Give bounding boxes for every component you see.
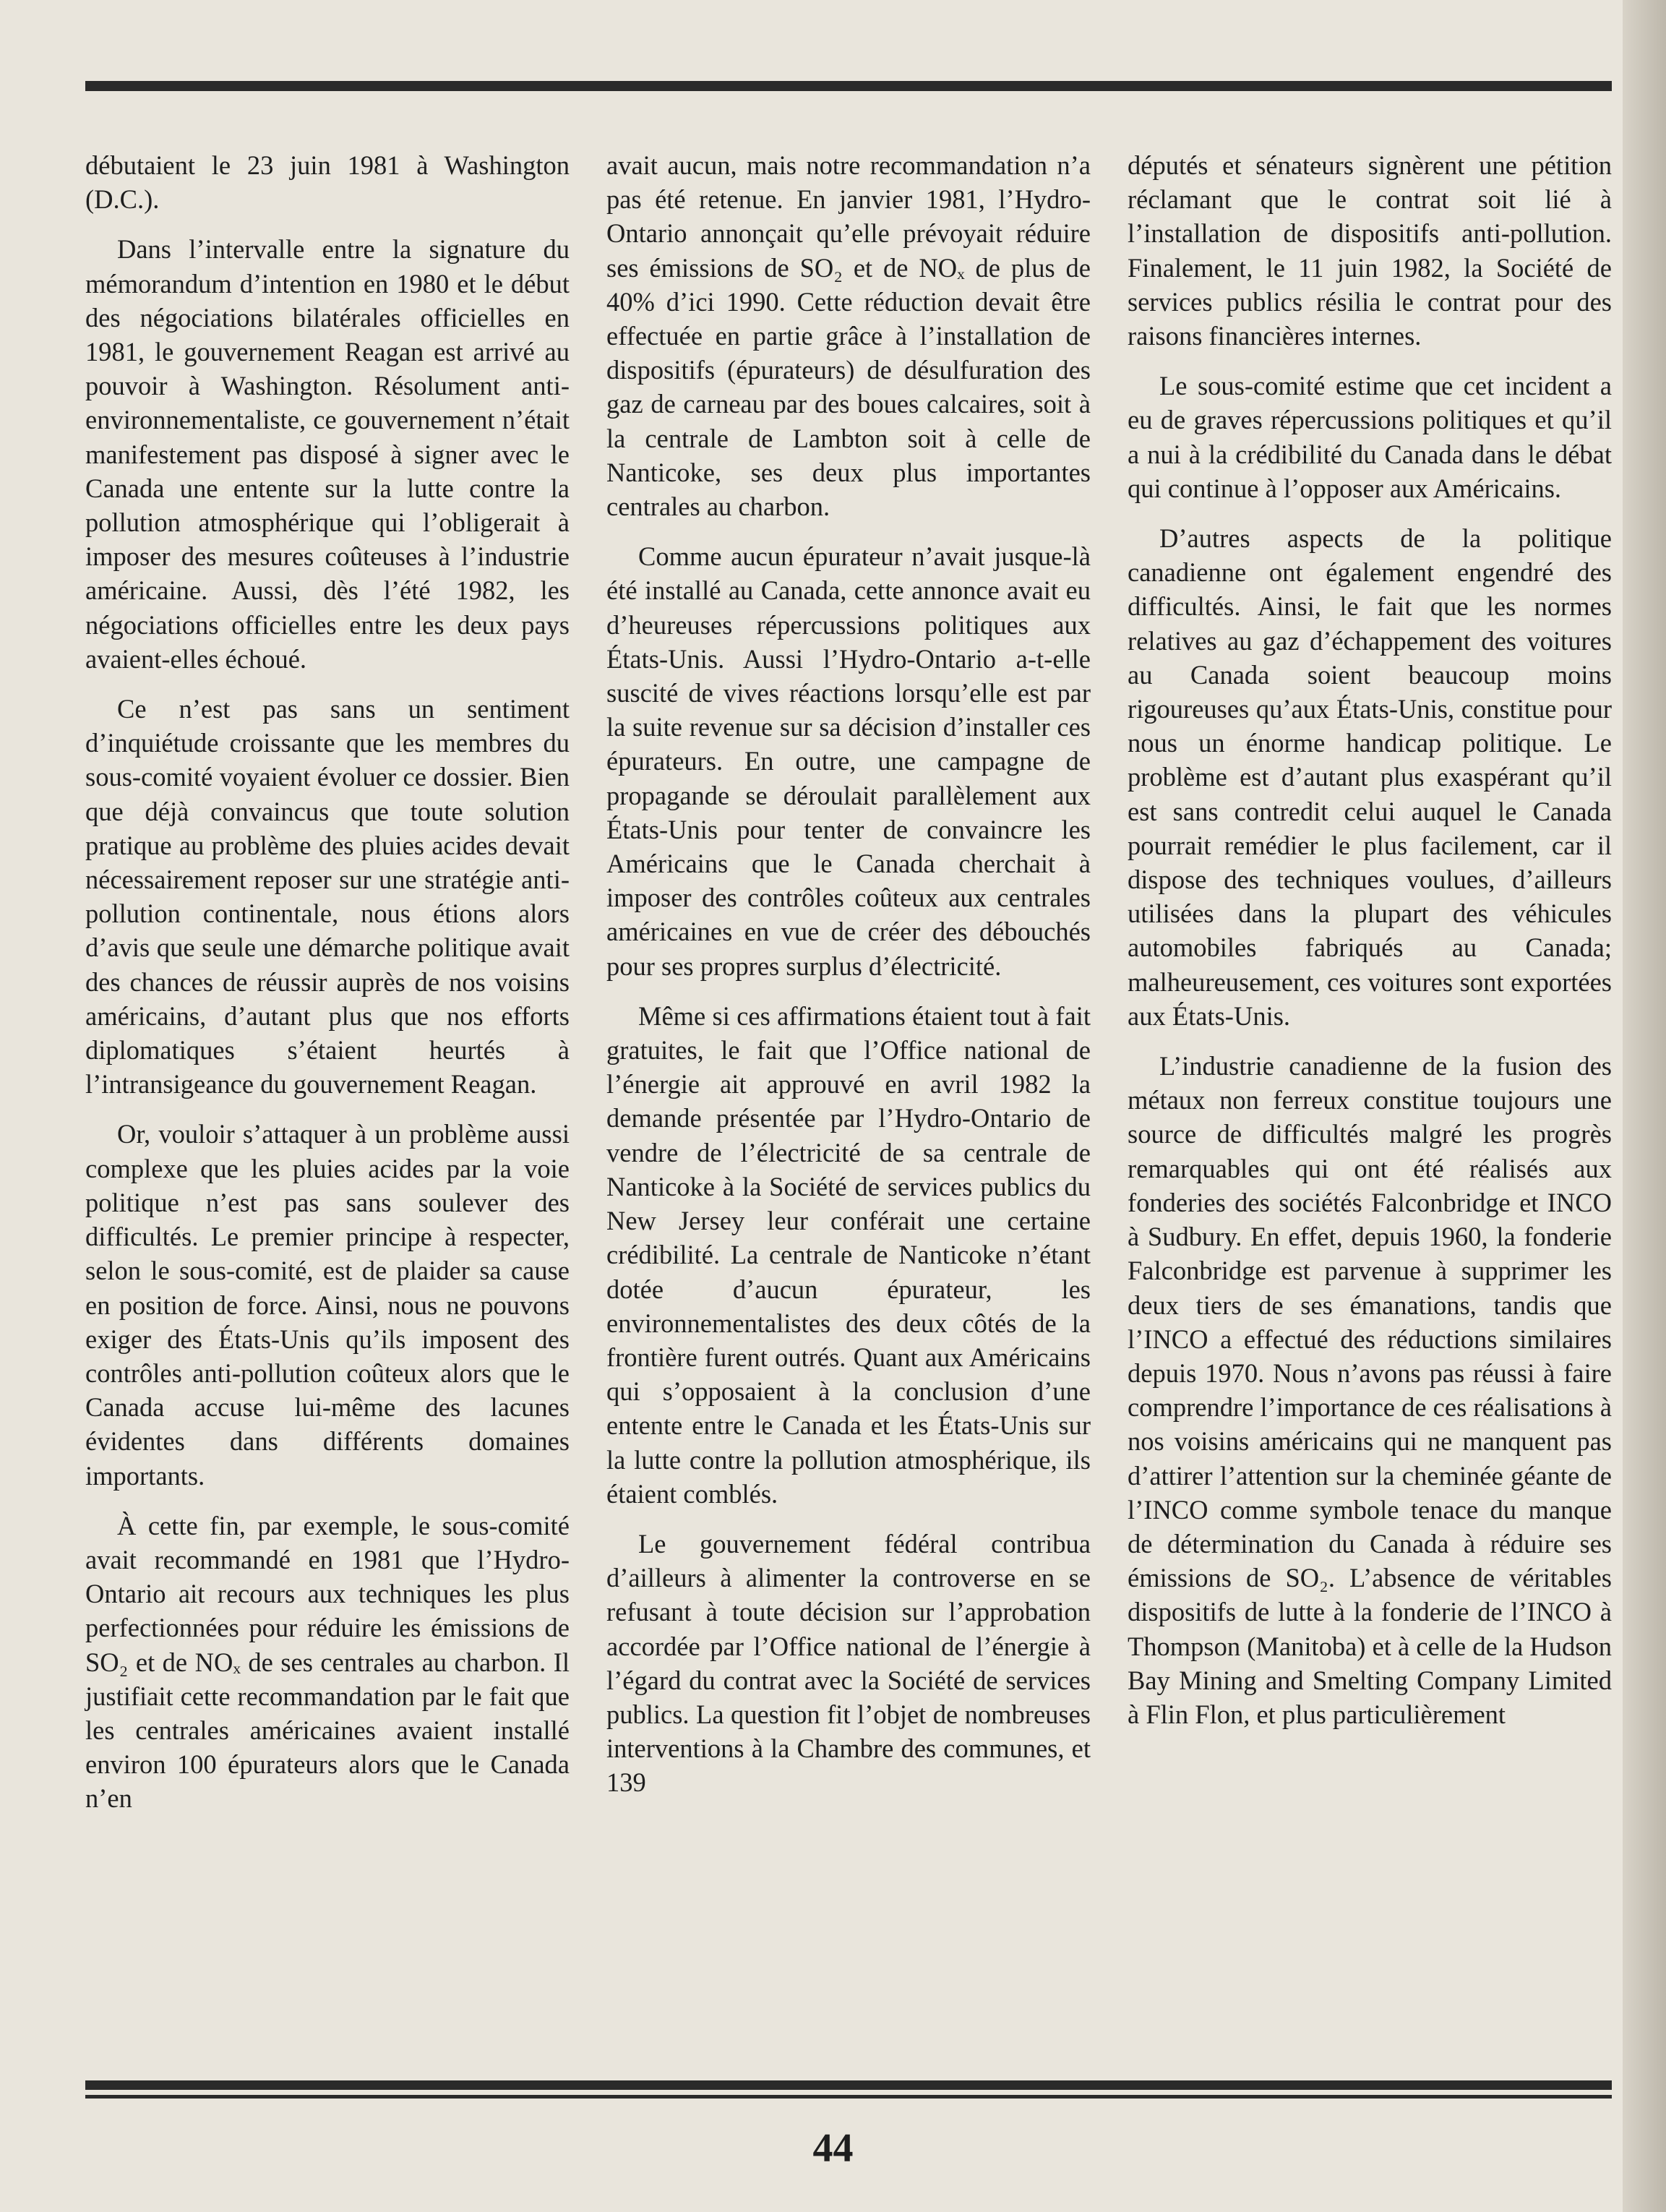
paragraph: Même si ces affirmations étaient tout à fait gratuites, le fait que l’Office national de l’énergie ait approuvé en avril 1982 la demande présentée par l’Hydro-Ontario de vendre de l’électricité de sa centrale de Nanticoke à la Société de services publics du New Jersey leur conférait une certaine crédibilité. La centrale de Nanticoke n’étant dotée d’aucun épurateur, les environnementalistes des deux côtés de la frontière furent outrés. Quant aux Américains qui s’opposaient à la conclusion d’une entente entre le Canada et les États-Unis sur la lutte contre la pollution atmosphérique, ils étaient comblés. bbox=[606, 1000, 1091, 1509]
paragraph: Le sous-comité estime que cet incident a eu de graves répercussions politiques et qu’il a nui à la crédibilité du Canada dans le débat qui continue à l’opposer aux Américains. bbox=[1128, 371, 1612, 503]
bottom-rule bbox=[85, 2080, 1612, 2090]
paragraph: D’autres aspects de la politique canadienne ont également engendré des difficultés. Ainsi, le fait que les normes relatives au gaz d’échappement des voitures au Canada soient beaucoup moins rigoureuses qu’aux États-Unis, constitue pour nous un énorme handicap politique. Le problème est d’autant plus exaspérant qu’il est sans contredit celui auquel le Canada pourrait remédier le plus facilement, car il dispose des techniques voulues, d’ailleurs utilisées dans la plupart des véhicules automobiles fabriqués au Canada; malheureusement, ces voitures sont exportées aux États-Unis. bbox=[1128, 523, 1612, 1031]
column-2 bbox=[606, 148, 1091, 2057]
page-number: 44 bbox=[812, 2126, 854, 2171]
paragraph: débutaient le 23 juin 1981 à Washington (D.C.). bbox=[85, 150, 570, 215]
paragraph: députés et sénateurs signèrent une pétition réclamant que le contrat soit lié à l’installation de dispositifs anti-pollution. Finalement, le 11 juin 1982, la Société de services publics résilia le contrat pour des raisons financières internes. bbox=[1128, 150, 1612, 351]
paragraph: Or, vouloir s’attaquer à un problème aussi complexe que les pluies acides par la voie politique n’est pas sans soulever des difficultés. Le premier principe à respecter, selon le sous-comité, est de plaider sa cause en position de force. Ainsi, nous ne pouvons exiger des États-Unis qu’ils imposent des contrôles anti-pollution coûteux alors que le Canada accuse lui-même des lacunes évidentes dans différents domaines importants. bbox=[85, 1119, 570, 1491]
paragraph: Dans l’intervalle entre la signature du mémorandum d’intention en 1980 et le début des négociations bilatérales officielles en 1981, le gouvernement Reagan est arrivé au pouvoir à Washington. Résolument anti-environnementaliste, ce gouvernement n’était manifestement pas disposé à signer avec le Canada une entente sur la lutte contre la pollution atmosphérique qui l’obligerait à imposer des mesures coûteuses à l’industrie américaine. Aussi, dès l’été 1982, les négociations officielles entre les deux pays avaient-elles échoué. bbox=[85, 234, 570, 674]
column-1 bbox=[85, 148, 570, 2057]
paragraph: Comme aucun épurateur n’avait jusque-là été installé au Canada, cette annonce avait eu d’heureuses répercussions politiques aux États-Unis. Aussi l’Hydro-Ontario a-t-elle suscité de vives réactions lorsqu’elle est par la suite revenue sur sa décision d’installer ces épurateurs. En outre, une campagne de propagande se déroulait parallèlement aux États-Unis pour tenter de convaincre les Américains que le Canada cherchait à imposer des contrôles coûteux aux centrales américaines en vue de créer des débouchés pour ses propres surplus d’électricité. bbox=[606, 541, 1091, 981]
paragraph: Ce n’est pas sans un sentiment d’inquiétude croissante que les membres du sous-comité voyaient évoluer ce dossier. Bien que déjà convaincus que toute solution pratique au problème des pluies acides devait nécessairement reposer sur une stratégie anti-pollution continentale, nous étions alors d’avis que seule une démarche politique avait des chances de réussir auprès de nos voisins américains, d’autant plus que nos efforts diplomatiques s’étaient heurtés à l’intransigeance du gouvernement Reagan. bbox=[85, 694, 570, 1099]
text-columns bbox=[85, 148, 1612, 2057]
paragraph: À cette fin, par exemple, le sous-comité avait recommandé en 1981 que l’Hydro-Ontario ait recours aux techniques les plus perfectionnées pour réduire les émissions de SO₂ et de NOₓ de ses centrales au charbon. Il justifiait cette recommandation par le fait que les centrales américaines avaient installé environ 100 épurateurs alors que le Canada n’en bbox=[85, 1510, 570, 1814]
column-3 bbox=[1128, 148, 1612, 2057]
paragraph: Le gouvernement fédéral contribua d’ailleurs à alimenter la controverse en se refusant à toute décision sur l’approbation accordée par l’Office national de l’énergie à l’égard du contrat avec la Société de services publics. La question fit l’objet de nombreuses interventions à la Chambre des communes, et 139 bbox=[606, 1528, 1091, 1798]
page-edge bbox=[1623, 0, 1666, 2212]
bottom-rule-thin bbox=[85, 2095, 1612, 2099]
paragraph: L’industrie canadienne de la fusion des métaux non ferreux constitue toujours une source de difficultés malgré les progrès remarquables qui ont été réalisés aux fonderies des sociétés Falconbridge et INCO à Sudbury. En effet, depuis 1960, la fonderie Falconbridge est parvenue à supprimer les deux tiers de ses émanations, tandis que l’INCO a effectué des réductions similaires depuis 1970. Nous n’avons pas réussi à faire comprendre l’importance de ces réalisations à nos voisins américains qui ne manquent pas d’attirer l’attention sur la cheminée géante de l’INCO comme symbole tenace du manque de détermination du Canada à réduire ses émissions de SO₂. L’absence de véritables dispositifs de lutte à la fonderie de l’INCO à Thompson (Manitoba) et à celle de la Hudson Bay Mining and Smelting Company Limited à Flin Flon, et plus particulièrement bbox=[1128, 1051, 1612, 1729]
paragraph: avait aucun, mais notre recommandation n’a pas été retenue. En janvier 1981, l’Hydro-Ontario annonçait qu’elle prévoyait réduire ses émissions de SO₂ et de NOₓ de plus de 40% d’ici 1990. Cette réduction devait être effectuée en partie grâce à l’installation de dispositifs (épurateurs) de désulfuration des gaz de carneau par des boues calcaires, soit à la centrale de Lambton soit à celle de Nanticoke, ses deux plus importantes centrales au charbon. bbox=[606, 150, 1091, 522]
top-rule bbox=[85, 81, 1612, 91]
